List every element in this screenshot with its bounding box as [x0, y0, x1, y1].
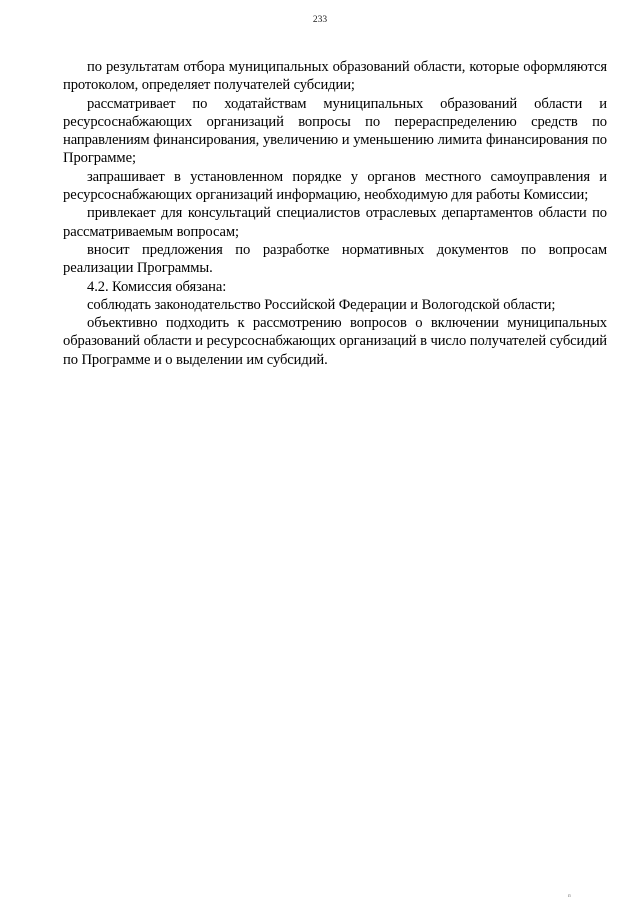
- paragraph-select-recipients: по результатам отбора муниципальных образований области, которые оформляются протоколом, определяет получателей субсидии;: [63, 59, 607, 94]
- document-body: [63, 58, 607, 369]
- paragraph-comply-legislation: соблюдать законодательство Российской Федерации и Вологодской области;: [87, 296, 556, 313]
- corner-mark: п: [568, 894, 571, 899]
- paragraph-request-information: запрашивает в установленном порядке у органов местного самоуправления и ресурсоснабжающих организаций информацию, необходимую для работы Комиссии;: [63, 168, 607, 204]
- paragraph-objective-review: объективно подходить к рассмотрению вопросов о включении муниципальных образований области и ресурсоснабжающих организаций в число получателей субсидий по Программе и о выделении им субсидий.: [63, 315, 607, 368]
- paragraph-redistribute-funds: рассматривает по ходатайствам муниципальных образований области и ресурсоснабжающих организаций вопросы по перераспределению средств по направлениям финансирования, увеличению и уменьшению лимита финансирования по Программе;: [63, 95, 607, 167]
- paragraph-submit-proposals: вносит предложения по разработке нормативных документов по вопросам реализации Программы.: [63, 241, 607, 277]
- paragraph-engage-specialists: привлекает для консультаций специалистов отраслевых департаментов области по рассматриваемым вопросам;: [63, 205, 607, 240]
- page-number: 233: [312, 15, 328, 25]
- section-heading-4-2: 4.2. Комиссия обязана:: [87, 278, 227, 295]
